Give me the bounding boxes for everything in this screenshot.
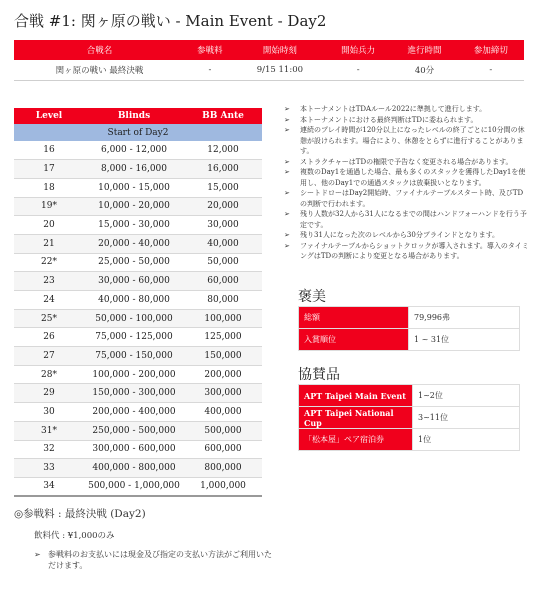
schedule-table [14,40,524,81]
blinds-header-row [14,108,262,124]
blinds-row [14,253,262,272]
blinds-cell-blinds: 25,000 - 50,000 [84,253,184,272]
blinds-row [14,309,262,328]
blinds-cell-ante: 50,000 [184,253,262,272]
sponsor-value: 1~2位 [413,385,520,407]
blinds-cell-level: 34 [14,477,84,496]
note-item [282,209,530,230]
sponsor-key: APT Taipei National Cup [299,407,413,429]
blinds-cell-blinds: 10,000 - 20,000 [84,197,184,216]
sponsor-value: 3~11位 [413,407,520,429]
blinds-cell-ante: 400,000 [184,403,262,422]
blinds-cell-level: 30 [14,403,84,422]
schedule-cell: 40分 [391,60,457,80]
sponsor-key: 「松本屋」ペア宿泊券 [299,429,413,451]
sponsor-row [299,407,520,429]
arrow-bullet-icon: ➢ [284,189,290,197]
arrow-bullet-icon: ➢ [284,157,290,166]
prize-key: 総額 [299,307,409,329]
note-item [282,115,530,126]
blinds-cell-ante: 20,000 [184,197,262,216]
blinds-cell-ante: 800,000 [184,459,262,478]
blinds-row [14,216,262,235]
blinds-row [14,291,262,310]
prize-row [299,329,520,351]
blinds-cell-blinds: 50,000 - 100,000 [84,309,184,328]
rules-notes-list [282,104,530,262]
blinds-cell-blinds: 6,000 - 12,000 [84,141,184,160]
prize-key: 入賞順位 [299,329,409,351]
blinds-cell-level: 16 [14,141,84,160]
blinds-row [14,328,262,347]
blinds-cell-ante: 200,000 [184,365,262,384]
blinds-cell-ante: 40,000 [184,234,262,253]
blinds-cell-level: 22* [14,253,84,272]
blinds-cell-blinds: 75,000 - 150,000 [84,347,184,366]
note-text: 本トーナメントはTDAルール2022に準拠して進行します。 [300,105,487,113]
schedule-cell: - [185,60,235,80]
schedule-row [14,60,524,80]
note-item [282,104,530,115]
note-text: 本トーナメントにおける最終判断はTDに委ねられます。 [300,115,478,124]
prize-value: 79,996弗 [409,307,520,329]
blinds-cell-level: 26 [14,328,84,347]
blinds-cell-blinds: 40,000 - 80,000 [84,291,184,310]
arrow-bullet-icon: ➢ [34,550,41,559]
note-item [282,167,530,188]
blinds-cell-level: 18 [14,178,84,197]
blinds-cell-blinds: 75,000 - 125,000 [84,328,184,347]
start-of-day-row [14,124,262,141]
schedule-cell: - [325,60,391,80]
blinds-cell-blinds: 10,000 - 15,000 [84,178,184,197]
note-text: 連続のプレイ時間が120分以上になったレベルの終了ごとに10分間の休憩が設けられます。場合により、休憩をとらずに進行することがあります。 [300,126,525,155]
blinds-row [14,459,262,478]
blinds-cell-level: 20 [14,216,84,235]
blinds-cell-blinds: 200,000 - 400,000 [84,403,184,422]
sponsor-heading: 協賛品 [298,364,520,388]
prize-heading: 褒美 [298,286,520,310]
arrow-bullet-icon: ➢ [284,115,290,124]
blinds-row [14,403,262,422]
blinds-row [14,421,262,440]
schedule-header: 開始時刻 [235,40,325,60]
sponsor-value: 1位 [413,429,520,451]
blinds-cell-level: 31* [14,421,84,440]
sponsor-table [298,384,520,451]
blinds-cell-level: 32 [14,440,84,459]
schedule-header: 開始兵力 [325,40,391,60]
blinds-row [14,347,262,366]
note-text: ファイナルテーブルからショットクロックが導入されます。導入のタイミングはTDの判断により変更となる場合があります。 [300,241,529,260]
schedule-header: 参加締切 [458,40,524,60]
note-text: シートドローはDay2開始時、ファイナルテーブルスタート時、及びTDの判断で行われます。 [300,189,524,208]
note-item [282,157,530,168]
blinds-cell-blinds: 500,000 - 1,000,000 [84,477,184,496]
start-of-day-label: Start of Day2 [14,124,262,141]
blinds-row [14,160,262,179]
fee-payment-text: 参戦料のお支払いには現金及び指定の支払い方法がご利用いただけます。 [48,550,272,570]
schedule-cell: - [458,60,524,80]
blinds-cell-blinds: 300,000 - 600,000 [84,440,184,459]
blinds-cell-ante: 600,000 [184,440,262,459]
blinds-header-blinds: Blinds [84,108,184,124]
blinds-row [14,272,262,291]
schedule-cell: 9/15 11:00 [235,60,325,80]
note-item [282,241,530,262]
blinds-cell-level: 19* [14,197,84,216]
schedule-header: 参戦料 [185,40,235,60]
arrow-bullet-icon: ➢ [284,231,290,239]
blinds-cell-ante: 12,000 [184,141,262,160]
arrow-bullet-icon: ➢ [284,168,290,176]
note-text: 残り人数が32人から31人になるまでの間はハンドフォーハンドを行う予定です。 [300,210,527,229]
blinds-cell-ante: 80,000 [184,291,262,310]
note-text: ストラクチャーはTDの権限で予告なく変更される場合があります。 [300,157,513,166]
blinds-cell-ante: 16,000 [184,160,262,179]
prize-row [299,307,520,329]
blinds-row [14,384,262,403]
blinds-cell-blinds: 15,000 - 30,000 [84,216,184,235]
prize-value: 1 ~ 31位 [409,329,520,351]
note-item [282,230,530,241]
blinds-cell-level: 17 [14,160,84,179]
note-item [282,125,530,157]
blinds-cell-ante: 500,000 [184,421,262,440]
blinds-cell-ante: 300,000 [184,384,262,403]
arrow-bullet-icon: ➢ [284,105,290,113]
arrow-bullet-icon: ➢ [284,241,290,250]
blinds-cell-ante: 1,000,000 [184,477,262,496]
blinds-cell-level: 23 [14,272,84,291]
blinds-cell-blinds: 250,000 - 500,000 [84,421,184,440]
blinds-cell-level: 27 [14,347,84,366]
blinds-cell-blinds: 30,000 - 60,000 [84,272,184,291]
schedule-header-row [14,40,524,60]
blinds-cell-ante: 150,000 [184,347,262,366]
note-text: 複数のDay1を通過した場合、最も多くのスタックを獲得したDay1を使用し、他のDay1での通過スタックは放棄扱いとなります。 [300,168,526,187]
blinds-row [14,234,262,253]
note-item [282,188,530,209]
blinds-table [14,108,262,497]
arrow-bullet-icon: ➢ [284,210,290,218]
blinds-cell-ante: 30,000 [184,216,262,235]
schedule-cell: 関ヶ原の戦い 最終決戦 [14,60,185,80]
prize-table [298,306,520,351]
blinds-cell-level: 25* [14,309,84,328]
schedule-header: 合戦名 [14,40,185,60]
blinds-cell-ante: 15,000 [184,178,262,197]
blinds-cell-blinds: 400,000 - 800,000 [84,459,184,478]
blinds-cell-ante: 125,000 [184,328,262,347]
blinds-cell-level: 33 [14,459,84,478]
sponsor-key: APT Taipei Main Event [299,385,413,407]
arrow-bullet-icon: ➢ [284,126,290,134]
schedule-header: 進行時間 [391,40,457,60]
blinds-row [14,365,262,384]
sponsor-row [299,385,520,407]
blinds-header-level: Level [14,108,84,124]
blinds-cell-blinds: 8,000 - 16,000 [84,160,184,179]
blinds-cell-ante: 60,000 [184,272,262,291]
blinds-row [14,477,262,496]
note-text: 残り31人になった次のレベルから30分ブラインドとなります。 [300,231,500,239]
blinds-cell-level: 29 [14,384,84,403]
blinds-cell-blinds: 150,000 - 300,000 [84,384,184,403]
blinds-row [14,178,262,197]
blinds-cell-level: 21 [14,234,84,253]
sponsor-row [299,429,520,451]
blinds-cell-blinds: 20,000 - 40,000 [84,234,184,253]
blinds-cell-ante: 100,000 [184,309,262,328]
blinds-cell-level: 28* [14,365,84,384]
fee-heading: ◎参戦料 : 最終決戦 (Day2) [14,508,146,520]
page-title: 合戦 #1: 関ヶ原の戦い - Main Event - Day2 [14,12,327,30]
blinds-cell-level: 24 [14,291,84,310]
blinds-header-ante: BB Ante [184,108,262,124]
blinds-row [14,141,262,160]
blinds-row [14,197,262,216]
fee-drink-line: 飲料代 : ¥1,000のみ [34,531,115,541]
blinds-row [14,440,262,459]
fee-payment-note [34,549,274,571]
blinds-cell-blinds: 100,000 - 200,000 [84,365,184,384]
